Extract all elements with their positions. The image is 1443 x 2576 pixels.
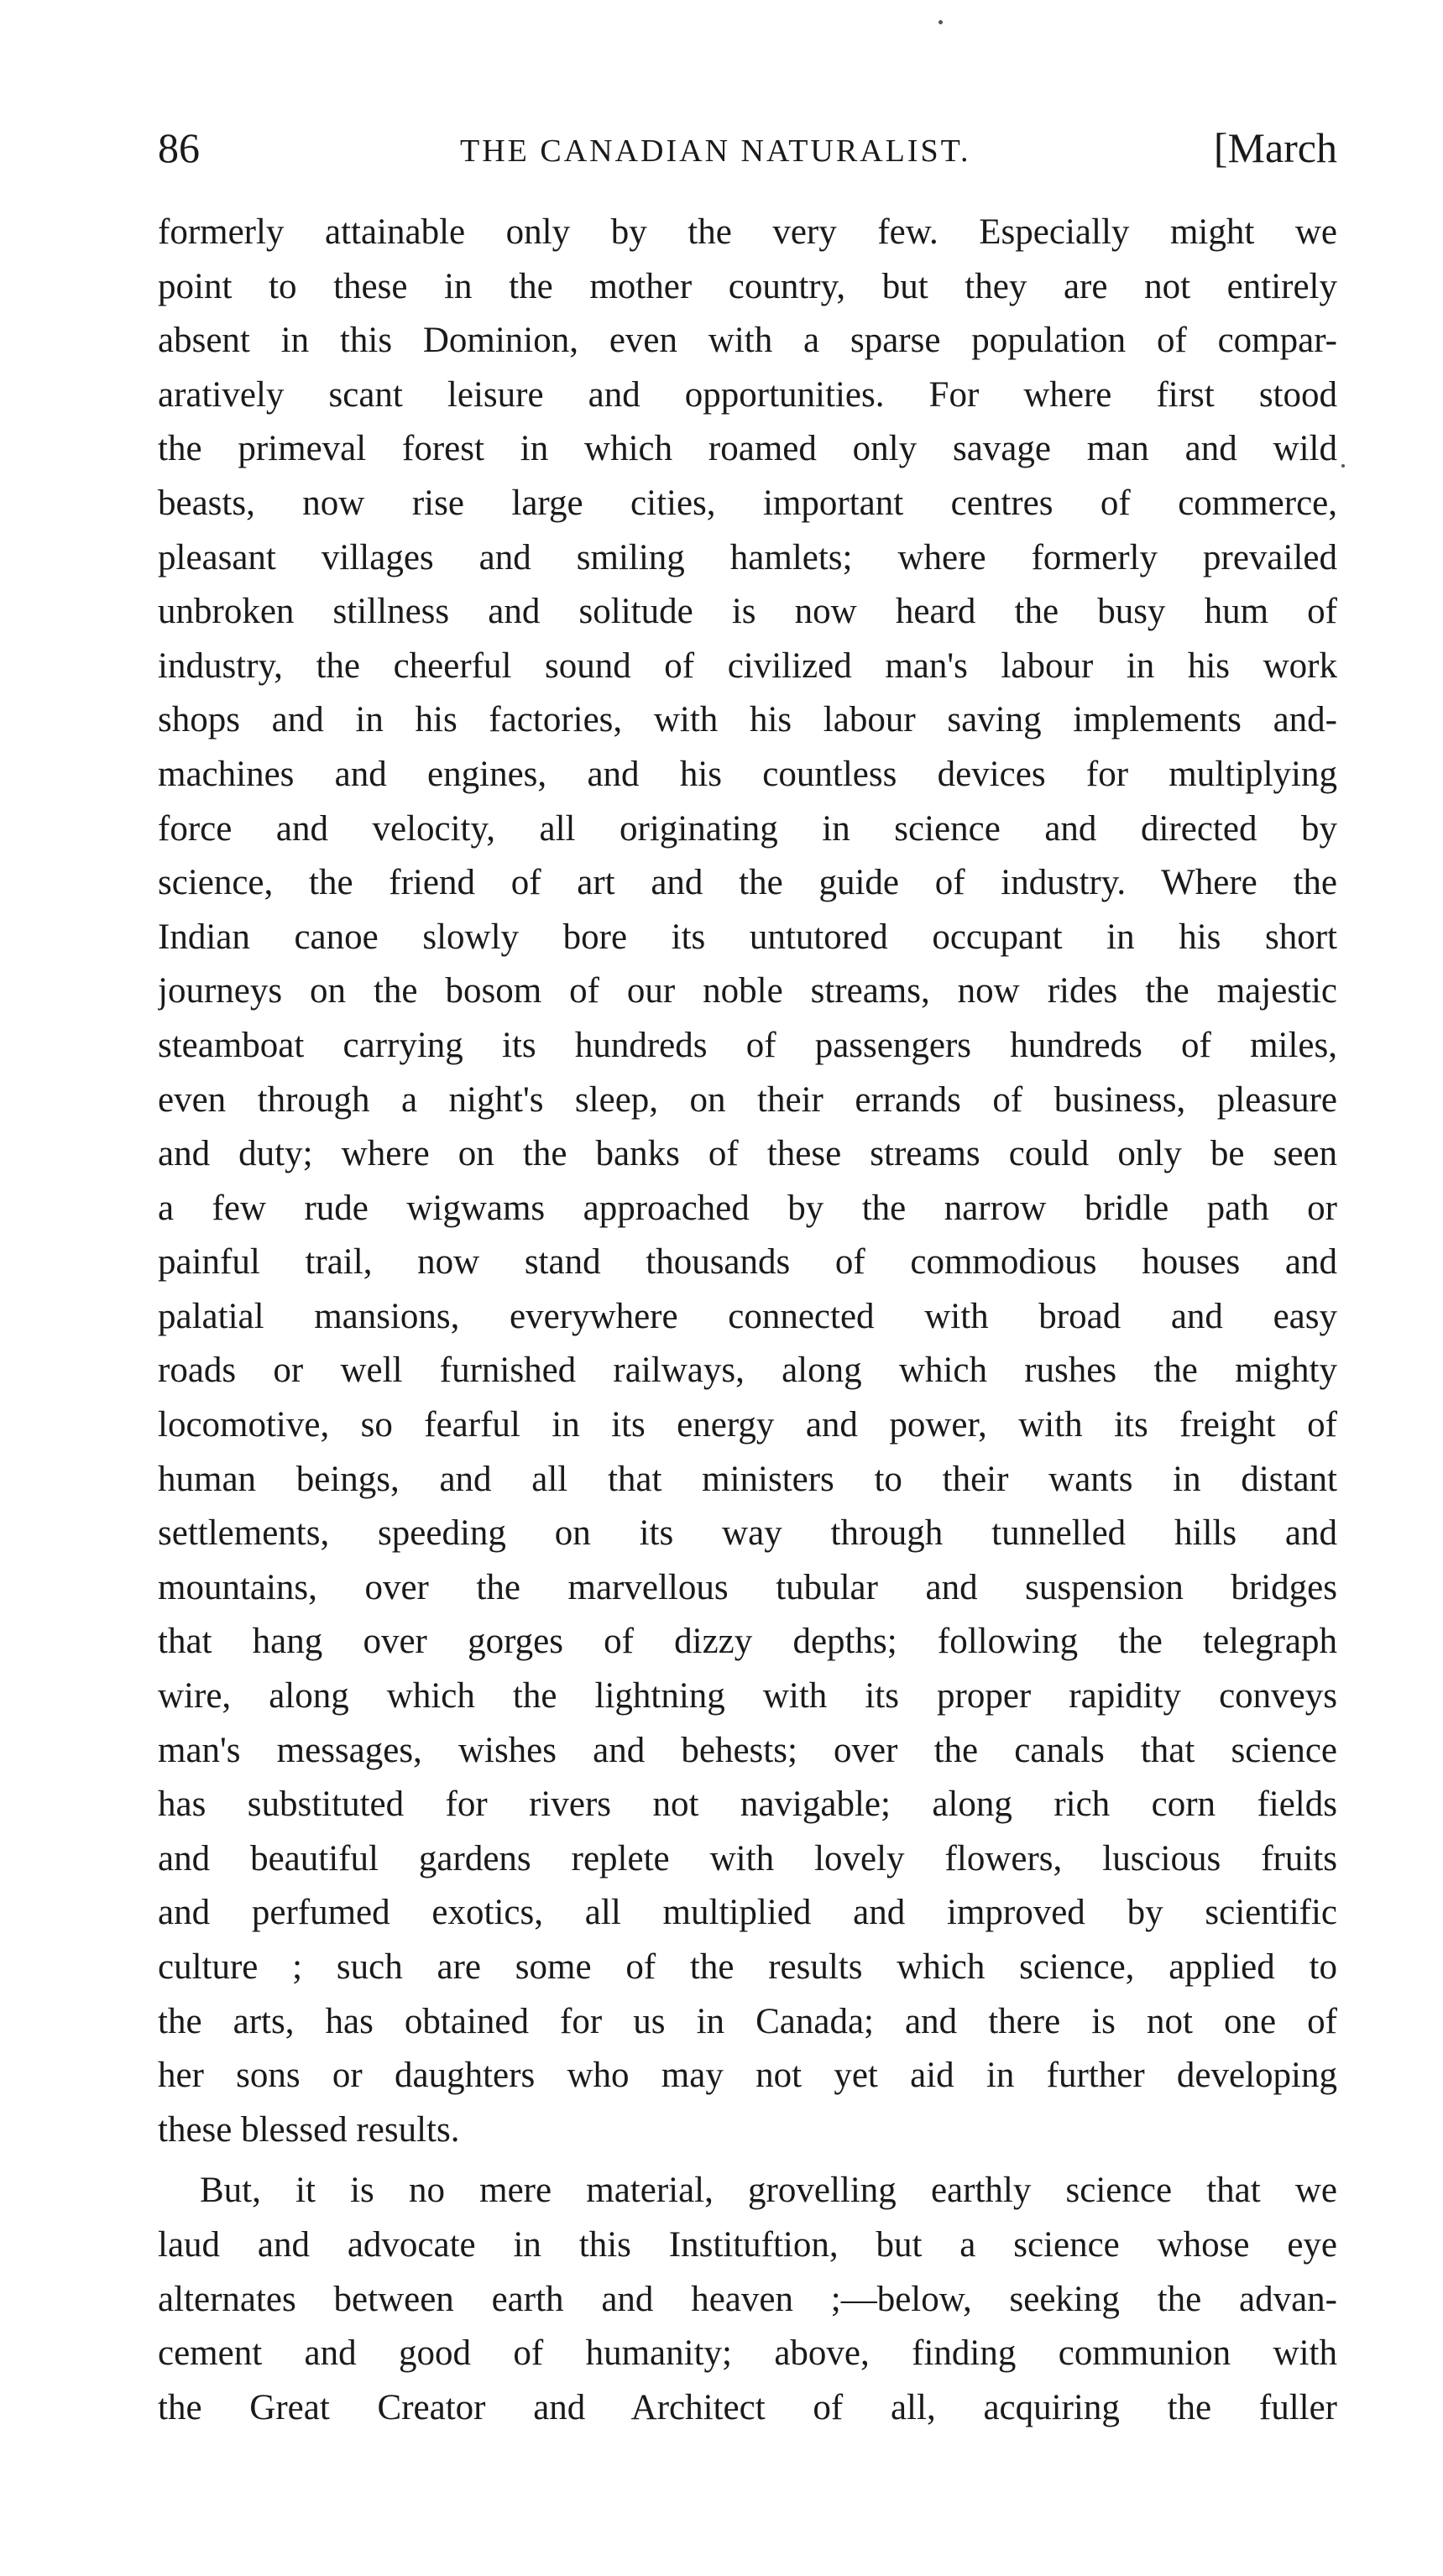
text-line: a few rude wigwams approached by the narrow bridle path or	[158, 1188, 1337, 1228]
text-line: and beautiful gardens replete with lovely flowers, luscious fruits	[158, 1838, 1337, 1878]
text-line: even through a night's sleep, on their errands of business, pleasure	[158, 1079, 1337, 1120]
text-line: these blessed results.	[158, 2109, 460, 2150]
text-line: painful trail, now stand thousands of commodious houses and	[158, 1242, 1337, 1283]
text-line: and duty; where on the banks of these streams could only be seen	[158, 1134, 1337, 1174]
text-line: shops and in his factories, with his labour saving implements and-	[158, 700, 1337, 740]
text-line: cement and good of humanity; above, finding communion with	[158, 2333, 1337, 2374]
issue-month: [March	[1213, 124, 1337, 171]
journal-title: THE CANADIAN NATURALIST.	[460, 133, 971, 169]
text-line: settlements, speeding on its way through tunnelled hills and	[158, 1513, 1337, 1554]
text-line: machines and engines, and his countless devices for multiplying	[158, 754, 1337, 794]
text-line: But, it is no mere material, grovelling earthly science that we	[200, 2171, 1337, 2211]
text-line: has substituted for rivers not navigable; along rich corn fields	[158, 1784, 1337, 1825]
page-number: 86	[158, 124, 200, 171]
text-line: her sons or daughters who may not yet aid in further developing	[158, 2056, 1337, 2096]
text-line: locomotive, so fearful in its energy and power, with its freight of	[158, 1405, 1337, 1445]
text-line: man's messages, wishes and behests; over the canals that science	[158, 1730, 1337, 1770]
text-line: Indian canoe slowly bore its untutored occupant in his short	[158, 917, 1337, 957]
text-line: beasts, now rise large cities, important centres of commerce,	[158, 483, 1337, 523]
paragraph-2	[158, 2164, 1337, 2435]
text-line: point to these in the mother country, but they are not entirely	[158, 266, 1337, 306]
body-text	[158, 206, 1337, 2435]
text-line: absent in this Dominion, even with a sparse population of compar-	[158, 321, 1337, 361]
paragraph-gap	[158, 2157, 1337, 2164]
text-line: pleasant villages and smiling hamlets; where formerly prevailed	[158, 537, 1337, 577]
running-head	[158, 119, 1337, 178]
text-line: journeys on the bosom of our noble streams, now rides the majestic	[158, 971, 1337, 1011]
text-line: mountains, over the marvellous tubular and suspension bridges	[158, 1567, 1337, 1607]
text-line: force and velocity, all originating in science and directed by	[158, 808, 1337, 849]
text-line: industry, the cheerful sound of civilized man's labour in his work	[158, 645, 1337, 686]
text-line: aratively scant leisure and opportunities. For where first stood	[158, 374, 1337, 415]
text-line: steamboat carrying its hundreds of passengers hundreds of miles,	[158, 1025, 1337, 1065]
text-line: the Great Creator and Architect of all, acquiring the fuller	[158, 2387, 1337, 2427]
text-line: the arts, has obtained for us in Canada; and there is not one of	[158, 2001, 1337, 2041]
text-line: alternates between earth and heaven ;—below, seeking the advan-	[158, 2279, 1337, 2319]
text-line: the primeval forest in which roamed only savage man and wild	[158, 429, 1337, 469]
text-line: human beings, and all that ministers to their wants in distant	[158, 1459, 1337, 1499]
text-line: formerly attainable only by the very few. Especially might we	[158, 212, 1337, 252]
text-line: roads or well furnished railways, along which rushes the mighty	[158, 1351, 1337, 1391]
print-speck	[938, 20, 943, 24]
text-line: science, the friend of art and the guide of industry. Where the	[158, 863, 1337, 903]
print-speck	[1341, 464, 1345, 468]
text-line: and perfumed exotics, all multiplied and improved by scientific	[158, 1893, 1337, 1933]
text-line: culture ; such are some of the results which science, applied to	[158, 1947, 1337, 1987]
text-line: palatial mansions, everywhere connected with broad and easy	[158, 1296, 1337, 1336]
text-line: laud and advocate in this Instituftion, but a science whose eye	[158, 2224, 1337, 2265]
text-line: that hang over gorges of dizzy depths; following the telegraph	[158, 1622, 1337, 1662]
paragraph-1	[158, 206, 1337, 2157]
text-line: wire, along which the lightning with its proper rapidity conveys	[158, 1676, 1337, 1716]
text-line: unbroken stillness and solitude is now heard the busy hum of	[158, 592, 1337, 632]
